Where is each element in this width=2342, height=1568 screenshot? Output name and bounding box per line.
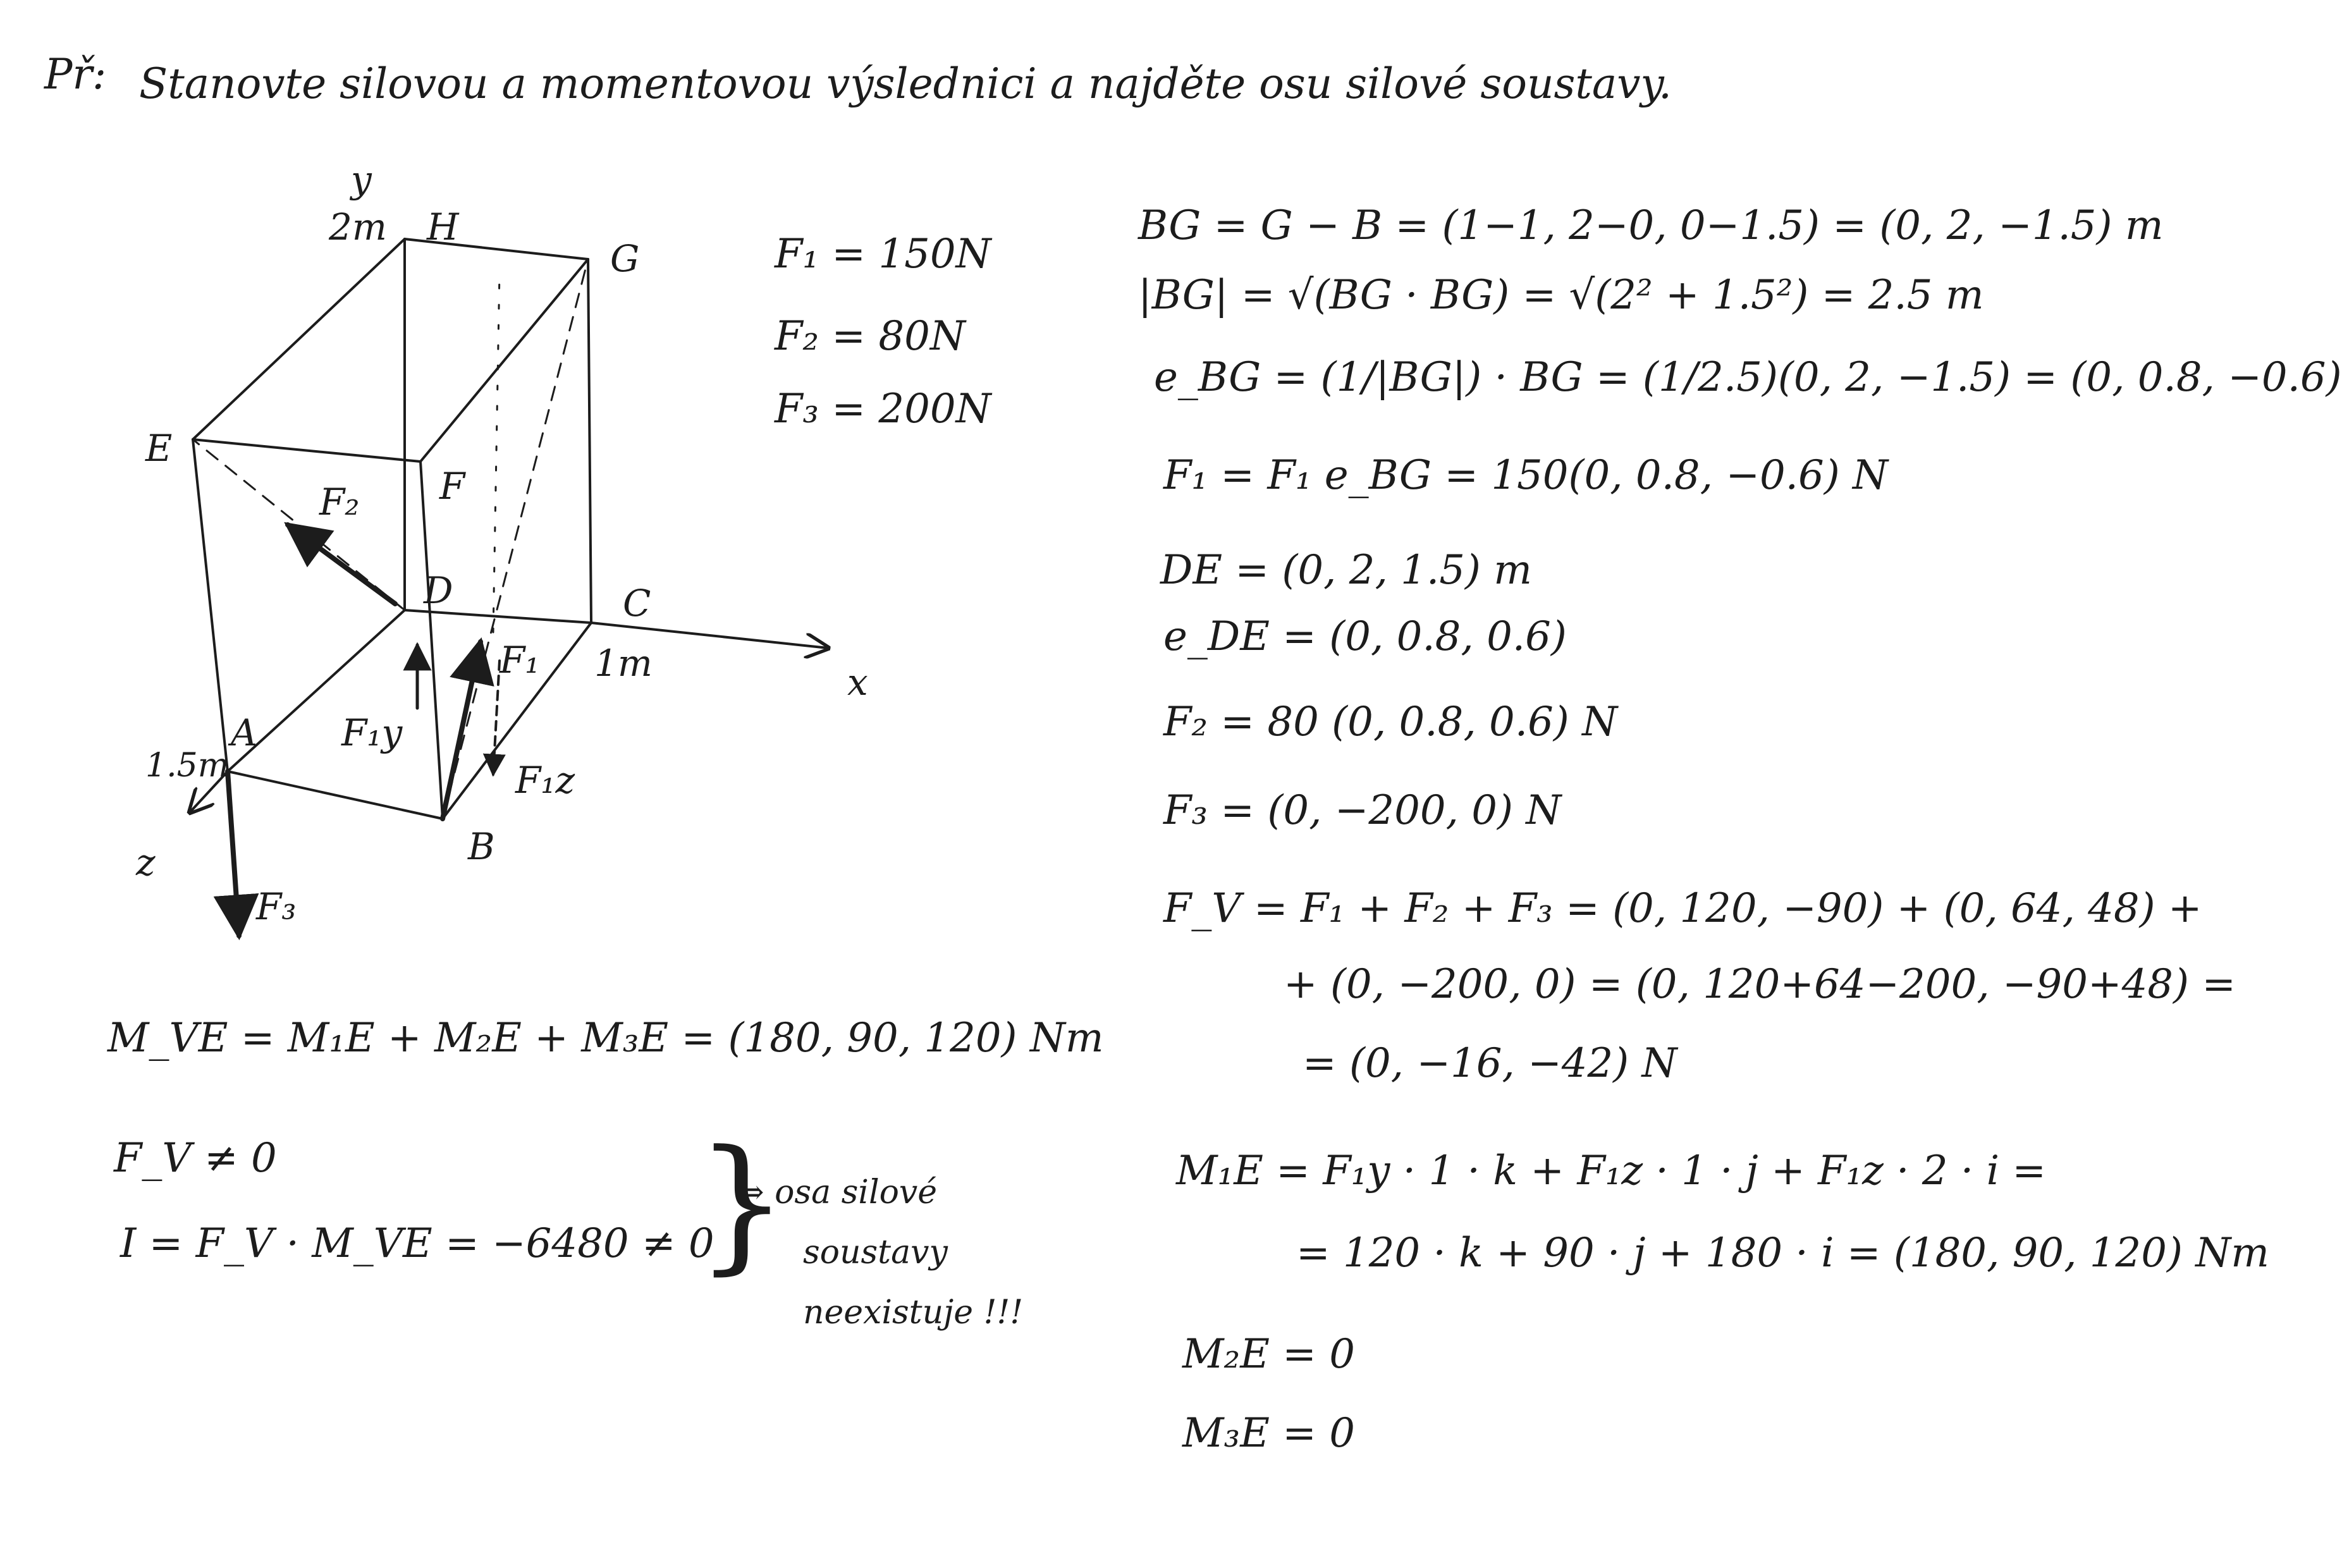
force-F3-arrow xyxy=(228,771,239,936)
dimension-1m: 1m xyxy=(594,642,653,685)
z-axis-label: z xyxy=(136,841,156,884)
equation-line: + (0, −200, 0) = (0, 120+64−200, −90+48) = xyxy=(1284,961,2236,1008)
force-F1z-arrow xyxy=(493,661,500,775)
dimension-2m: 2m xyxy=(329,205,387,248)
given-f1: F₁ = 150N xyxy=(775,231,991,278)
point-label-G: G xyxy=(610,237,640,280)
point-label-H: H xyxy=(427,205,459,248)
force-F2-arrow xyxy=(288,525,395,604)
dashed-B-up xyxy=(493,272,500,632)
dimension-1.5m: 1.5m xyxy=(145,747,230,785)
given-f2: F₂ = 80N xyxy=(775,313,966,360)
moment-sum-equation: M_VE = M₁E + M₂E + M₃E = (180, 90, 120) Nm xyxy=(107,1015,1104,1062)
edge-E-F xyxy=(193,439,420,462)
edge-G-C xyxy=(588,259,591,623)
fv-nonzero: F_V ≠ 0 xyxy=(114,1135,277,1182)
equation-line: = (0, −16, −42) N xyxy=(1303,1040,1677,1087)
equation-line: M₂E = 0 xyxy=(1182,1331,1355,1378)
given-f3: F₃ = 200N xyxy=(775,386,991,432)
equation-line: BG = G − B = (1−1, 2−0, 0−1.5) = (0, 2, −1.5) m xyxy=(1138,202,2164,249)
force-label-F2: F₂ xyxy=(319,481,360,524)
equation-line: e_BG = (1/|BG|) · BG = (1/2.5)(0, 2, −1.5) = (0, 0.8, −0.6) xyxy=(1154,354,2342,401)
equation-line: = 120 · k + 90 · j + 180 · i = (180, 90, 120) Nm xyxy=(1296,1230,2269,1277)
implies-osa: ⇒ osa silové xyxy=(737,1173,938,1211)
equation-line: M₁E = F₁y · 1 · k + F₁z · 1 · j + F₁z · 2 · i = xyxy=(1176,1148,2047,1194)
force-label-F3: F₃ xyxy=(256,885,297,928)
point-label-F: F xyxy=(439,465,465,508)
point-label-C: C xyxy=(623,582,651,625)
equation-line: M₃E = 0 xyxy=(1182,1410,1355,1457)
equation-line: DE = (0, 2, 1.5) m xyxy=(1160,547,1532,594)
point-label-D: D xyxy=(424,569,453,612)
conclusion-line-2: neexistuje !!! xyxy=(803,1294,1024,1332)
edge-F-B xyxy=(420,462,443,819)
force-label-F1y: F₁y xyxy=(341,711,403,754)
edge-E-H xyxy=(193,239,405,439)
point-label-B: B xyxy=(468,825,495,868)
problem-prefix: Př: xyxy=(44,50,107,99)
edge-F-G xyxy=(420,259,588,462)
force-label-F1z: F₁z xyxy=(515,759,575,802)
equation-line: e_DE = (0, 0.8, 0.6) xyxy=(1163,613,1567,660)
brace: } xyxy=(696,1120,788,1289)
equation-line: F₁ = F₁ e_BG = 150(0, 0.8, −0.6) N xyxy=(1163,452,1889,499)
conclusion-line-1: soustavy xyxy=(803,1234,948,1271)
edge-E-A xyxy=(193,439,228,771)
x-axis-label: x xyxy=(847,661,868,704)
equation-line: F₂ = 80 (0, 0.8, 0.6) N xyxy=(1163,699,1618,745)
equation-line: F₃ = (0, −200, 0) N xyxy=(1163,787,1562,834)
point-label-E: E xyxy=(145,427,173,470)
force-label-F1: F₁ xyxy=(500,639,540,682)
equation-line: F_V = F₁ + F₂ + F₃ = (0, 120, −90) + (0, 64, 48) + xyxy=(1163,885,2202,932)
y-axis-label: y xyxy=(351,158,372,201)
edge-A-B xyxy=(228,771,443,819)
equation-line: |BG| = √(BG · BG) = √(2² + 1.5²) = 2.5 m xyxy=(1138,272,1984,319)
edge-D-C xyxy=(405,610,591,623)
invariant-equation: I = F_V · M_VE = −6480 ≠ 0 xyxy=(120,1220,714,1267)
problem-statement: Stanovte silovou a momentovou výslednici a najděte osu silové soustavy. xyxy=(139,59,1672,108)
point-label-A: A xyxy=(231,711,257,754)
diagonal-B-G xyxy=(443,259,588,819)
